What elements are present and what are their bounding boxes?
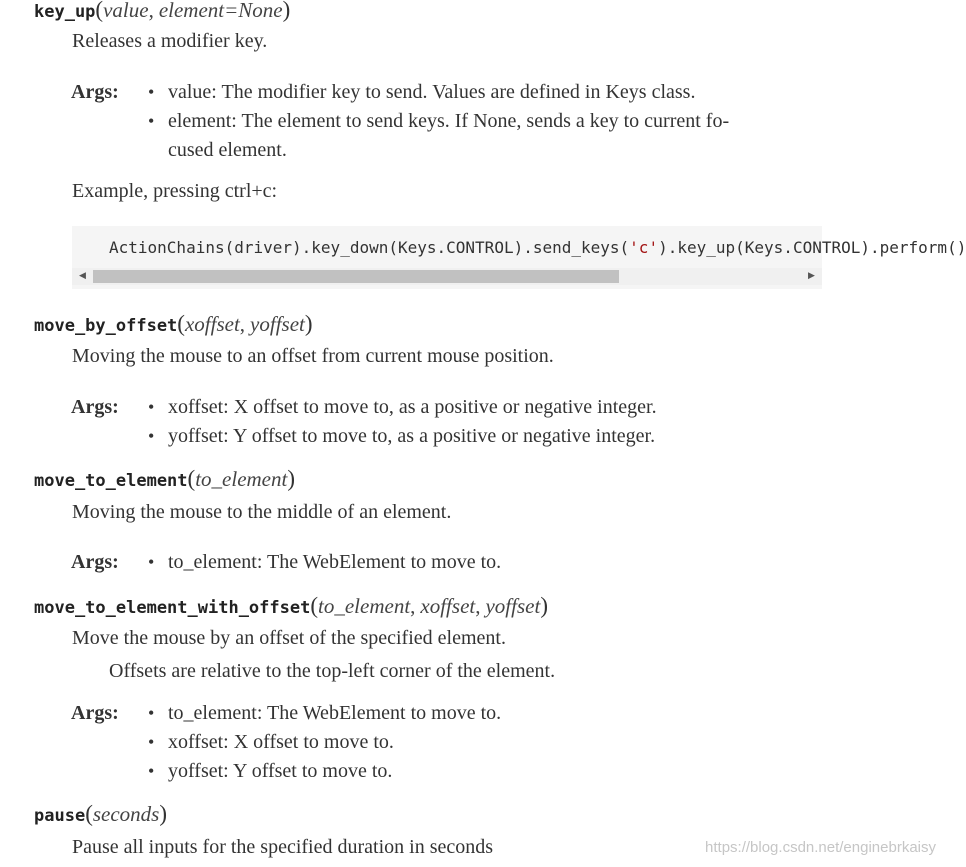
args-label: Args: <box>71 396 119 418</box>
description: Releases a modifier key. <box>72 30 268 52</box>
args-label: Args: <box>71 81 119 103</box>
example-label: Example, pressing ctrl+c: <box>72 180 278 202</box>
param-separator: , <box>148 0 154 22</box>
function-name: move_to_element_with_offset <box>34 598 311 618</box>
param-separator: , <box>410 594 416 618</box>
param: yoffset <box>485 594 541 618</box>
param: to_element <box>195 467 288 491</box>
param: to_element <box>318 594 411 618</box>
scroll-left-arrow-icon[interactable]: ◀ <box>79 271 86 281</box>
param: value <box>103 0 149 22</box>
description-detail: Offsets are relative to the top-left corner of the element. <box>109 660 556 682</box>
bullet: • <box>148 82 155 102</box>
close-paren: ) <box>304 311 313 336</box>
args-label: Args: <box>71 551 119 573</box>
code-segment: ).key_up(Keys.CONTROL).perform() <box>658 238 966 257</box>
signature-move-to-element-with-offset <box>34 593 548 619</box>
bullet: • <box>148 111 155 131</box>
open-paren: ( <box>187 466 196 491</box>
function-name: key_up <box>34 2 96 22</box>
signature-pause <box>34 801 167 827</box>
watermark: https://blog.csdn.net/enginebrkaisy <box>705 839 936 856</box>
open-paren: ( <box>310 593 319 618</box>
bullet: • <box>148 761 155 781</box>
arg-item: to_element: The WebElement to move to. <box>168 702 502 724</box>
open-paren: ( <box>85 801 93 826</box>
arg-item: to_element: The WebElement to move to. <box>168 551 502 573</box>
arg-item: yoffset: Y offset to move to. <box>168 760 393 782</box>
param: xoffset <box>420 594 476 618</box>
arg-item: value: The modifier key to send. Values are defined in Keys class. <box>168 81 696 103</box>
param: yoffset <box>250 312 305 336</box>
code-block <box>72 226 966 289</box>
arg-item: xoffset: X offset to move to. <box>168 731 394 753</box>
close-paren: ) <box>159 801 168 826</box>
code-line <box>109 236 966 260</box>
bullet: • <box>148 732 155 752</box>
horizontal-scrollbar[interactable] <box>72 268 822 285</box>
bullet: • <box>148 703 155 723</box>
bullet: • <box>148 552 155 572</box>
param-separator: , <box>239 312 246 336</box>
function-name: move_to_element <box>34 471 188 491</box>
signature-key-up <box>34 0 290 23</box>
scrollbar-thumb[interactable] <box>93 270 619 283</box>
scroll-right-arrow-icon[interactable]: ▶ <box>808 271 815 281</box>
open-paren: ( <box>177 311 185 336</box>
signature-move-by-offset <box>34 311 313 337</box>
signature-move-to-element <box>34 466 295 492</box>
code-segment: ActionChains(driver).key_down(Keys.CONTROL).send_keys( <box>109 238 630 257</box>
param: xoffset <box>184 312 240 336</box>
close-paren: ) <box>540 593 548 618</box>
bullet: • <box>148 397 155 417</box>
description: Moving the mouse to an offset from current mouse position. <box>72 345 554 367</box>
function-name: move_by_offset <box>34 316 178 336</box>
arg-item: yoffset: Y offset to move to, as a positive or negative integer. <box>168 425 656 447</box>
arg-item: element: The element to send keys. If None, sends a key to current fo- <box>168 110 730 132</box>
param: element=None <box>158 0 283 22</box>
open-paren: ( <box>95 0 104 22</box>
description: Pause all inputs for the specified duration in seconds <box>72 836 494 858</box>
description: Move the mouse by an offset of the specified element. <box>72 627 506 649</box>
function-name: pause <box>34 806 86 826</box>
args-label: Args: <box>71 702 119 724</box>
param: seconds <box>92 802 160 826</box>
close-paren: ) <box>282 0 291 22</box>
code-string: 'c' <box>629 238 659 257</box>
close-paren: ) <box>287 466 296 491</box>
bullet: • <box>148 426 155 446</box>
arg-item: xoffset: X offset to move to, as a positive or negative integer. <box>168 396 657 418</box>
arg-item-continuation: cused element. <box>168 139 287 161</box>
description: Moving the mouse to the middle of an element. <box>72 501 452 523</box>
param-separator: , <box>475 594 481 618</box>
